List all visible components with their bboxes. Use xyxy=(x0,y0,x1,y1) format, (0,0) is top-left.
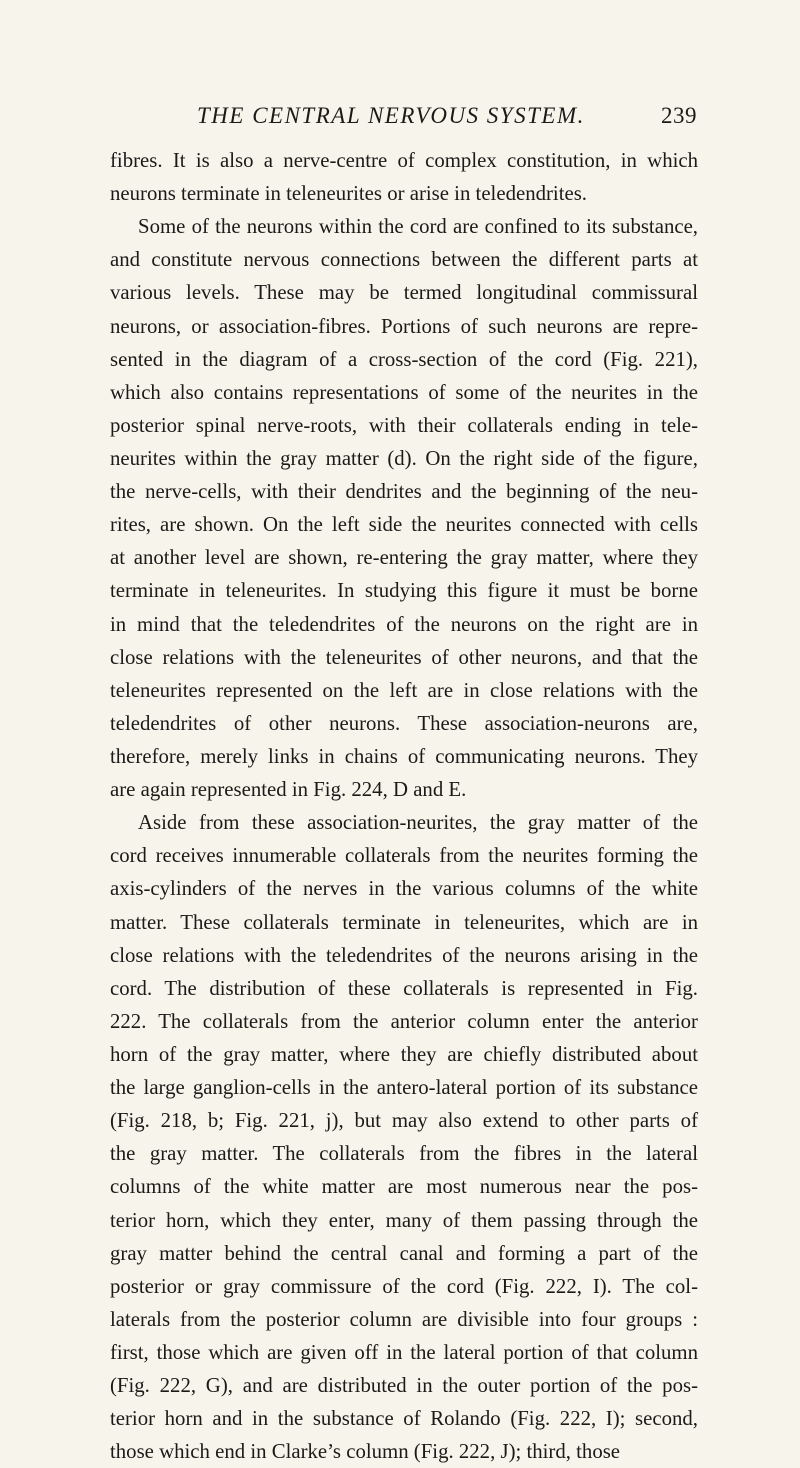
text-line: rites, are shown. On the left side the neurites connected with cells xyxy=(110,513,698,537)
text-line: neurons terminate in teleneurites or arise in teledendrites. xyxy=(110,182,587,206)
text-line: teledendrites of other neurons. These association-neurons are, xyxy=(110,711,698,735)
text-line: cord. The distribution of these collaterals is represented in Fig. xyxy=(110,976,698,1000)
text-line: close relations with the teleneurites of other neurons, and that the xyxy=(110,645,698,669)
text-line: posterior or gray commissure of the cord (Fig. 222, I). The col- xyxy=(110,1274,698,1298)
text-line: axis-cylinders of the nerves in the various columns of the white xyxy=(110,877,698,901)
text-line: horn of the gray matter, where they are chiefly distributed about xyxy=(110,1042,698,1066)
text-line: and constitute nervous connections between the different parts at xyxy=(110,248,698,272)
text-line: those which end in Clarke’s column (Fig. 222, J); third, those xyxy=(110,1440,621,1464)
text-line: fibres. It is also a nerve-centre of complex constitution, in which xyxy=(110,149,698,172)
text-line: (Fig. 222, G), and are distributed in the outer portion of the pos- xyxy=(110,1374,698,1398)
text-line: terior horn and in the substance of Rolando (Fig. 222, I); second, xyxy=(110,1407,698,1431)
text-line: gray matter behind the central canal and forming a part of the xyxy=(110,1241,698,1265)
running-title: THE CENTRAL NERVOUS SYSTEM. xyxy=(197,103,585,128)
text-line: the gray matter. The collaterals from the fibres in the lateral xyxy=(110,1142,698,1166)
text-line: neurons, or association-fibres. Portions of such neurons are repre- xyxy=(110,314,698,338)
text-line: columns of the white matter are most numerous near the pos- xyxy=(110,1175,698,1199)
text-line: Aside from these association-neurites, the gray matter of the xyxy=(138,811,698,835)
text-line: in mind that the teledendrites of the neurons on the right are in xyxy=(110,612,698,636)
text-line: Some of the neurons within the cord are confined to its substance, xyxy=(138,215,698,239)
text-line: are again represented in Fig. 224, D and E. xyxy=(110,778,467,802)
text-line: (Fig. 218, b; Fig. 221, j), but may also extend to other parts of xyxy=(110,1109,698,1133)
text-line: terior horn, which they enter, many of them passing through the xyxy=(110,1208,698,1232)
text-line: laterals from the posterior column are divisible into four groups : xyxy=(110,1307,698,1331)
text-line: the nerve-cells, with their dendrites and the beginning of the neu- xyxy=(110,480,698,504)
text-line: close relations with the teledendrites of the neurons arising in the xyxy=(110,943,698,967)
body-text xyxy=(110,144,698,1468)
text-line: matter. These collaterals terminate in teleneurites, which are in xyxy=(110,910,698,934)
text-line: cord receives innumerable collaterals from the neurites forming the xyxy=(110,844,698,868)
text-line: various levels. These may be termed longitudinal commissural xyxy=(110,281,698,305)
text-line: therefore, merely links in chains of communicating neurons. They xyxy=(110,744,698,768)
text-line: sented in the diagram of a cross-section of the cord (Fig. 221), xyxy=(110,347,698,371)
text-line: terminate in teleneurites. In studying this figure it must be borne xyxy=(110,579,698,603)
text-line: posterior spinal nerve-roots, with their collaterals ending in tele- xyxy=(110,413,698,437)
text-line: at another level are shown, re-entering the gray matter, where they xyxy=(110,546,698,570)
page-number: 239 xyxy=(661,103,697,128)
text-line: the large ganglion-cells in the antero-lateral portion of its substance xyxy=(110,1076,698,1100)
text-line: 222. The collaterals from the anterior column enter the anterior xyxy=(110,1009,698,1033)
text-line: which also contains representations of some of the neurites in the xyxy=(110,380,698,404)
text-line: neurites within the gray matter (d). On the right side of the figure, xyxy=(110,446,698,470)
running-head xyxy=(197,103,697,135)
text-line: first, those which are given off in the lateral portion of that column xyxy=(110,1340,698,1364)
text-line: teleneurites represented on the left are in close relations with the xyxy=(110,678,698,702)
